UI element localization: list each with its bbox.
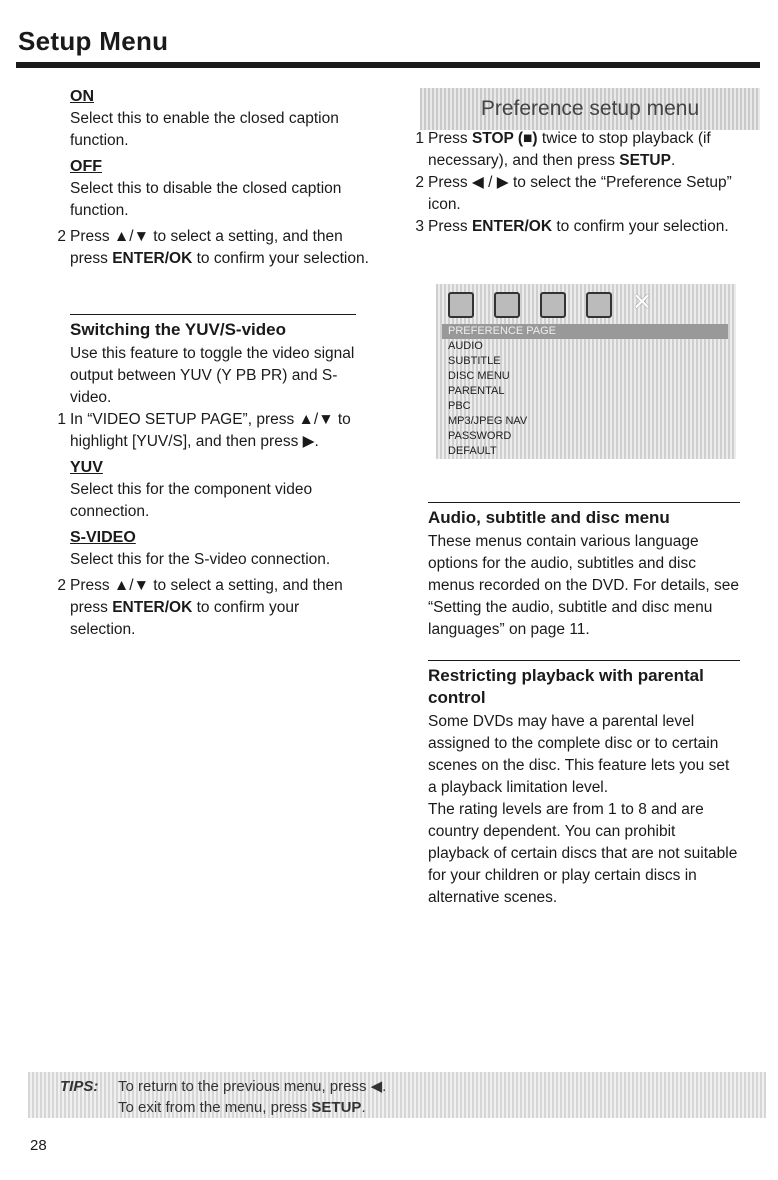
osd-menu-item: PASSWORD bbox=[448, 430, 512, 442]
left-column bbox=[57, 84, 370, 270]
step-text: Press STOP (■) twice to stop playback (if necessary), and then press SETUP. bbox=[428, 130, 711, 169]
osd-menu-list bbox=[442, 324, 728, 459]
option-yuv-label: YUV bbox=[70, 459, 103, 476]
audio-setup-icon bbox=[494, 292, 520, 318]
osd-menu-item: MP3/JPEG NAV bbox=[448, 415, 528, 427]
step-text: Press ▲/▼ to select a setting, and then press ENTER/OK to confirm your selection. bbox=[70, 577, 343, 638]
option-off-label: OFF bbox=[70, 158, 102, 175]
parental-section bbox=[428, 660, 740, 909]
option-on-text: Select this to enable the closed caption function. bbox=[70, 110, 339, 149]
osd-icon-bar bbox=[448, 289, 654, 318]
section-text: Some DVDs may have a parental level assigned to the complete disc or to certain scenes on the disc. This feature lets you set a playback limitation level. bbox=[428, 713, 730, 796]
step-number: 2 bbox=[57, 577, 66, 594]
step-number: 1 bbox=[57, 411, 66, 428]
section-heading: Restricting playback with parental control bbox=[428, 660, 740, 709]
preference-setup-icon bbox=[586, 292, 612, 318]
section-text: These menus contain various language options for the audio, subtitles and disc menus recorded on the DVD. For details, see “Setting the audio, subtitle and disc menu languages” on page 11. bbox=[428, 533, 740, 638]
step-number: 2 bbox=[415, 174, 424, 191]
step-text: Press ▲/▼ to select a setting, and then press ENTER/OK to confirm your selection. bbox=[70, 228, 369, 267]
general-setup-icon bbox=[448, 292, 474, 318]
osd-menu-item: PARENTAL bbox=[448, 385, 505, 397]
osd-menu-item: AUDIO bbox=[448, 340, 483, 352]
step-text: Press ◀ / ▶ to select the “Preference Setup” icon. bbox=[428, 174, 732, 213]
step-2 bbox=[415, 172, 738, 216]
osd-menu-item: PBC bbox=[448, 400, 471, 412]
option-svideo-label: S-VIDEO bbox=[70, 529, 136, 546]
osd-menu-header: PREFERENCE PAGE bbox=[442, 324, 728, 339]
step-1 bbox=[415, 128, 738, 172]
step-text: In “VIDEO SETUP PAGE”, press ▲/▼ to highlight [YUV/S], and then press ▶. bbox=[70, 411, 351, 450]
page-number: 28 bbox=[30, 1137, 47, 1154]
tips-label: TIPS: bbox=[60, 1078, 99, 1095]
tip-line: To return to the previous menu, press ◀. bbox=[118, 1078, 387, 1095]
step-number: 3 bbox=[415, 218, 424, 235]
section-heading: Audio, subtitle and disc menu bbox=[428, 502, 740, 529]
section-text: The rating levels are from 1 to 8 and are country dependent. You can prohibit playback of certain discs that are not suitable for your children or play certain discs in alternative scenes. bbox=[428, 801, 738, 906]
section-intro: Use this feature to toggle the video signal output between YUV (Y PB PR) and S-video. bbox=[70, 345, 355, 406]
step-2 bbox=[57, 226, 370, 270]
preference-banner: Preference setup menu bbox=[420, 88, 760, 130]
yuv-section bbox=[57, 314, 356, 641]
audio-subtitle-section bbox=[428, 502, 740, 641]
tips-box bbox=[28, 1072, 766, 1118]
step-3 bbox=[415, 216, 738, 238]
exit-icon: ✕ bbox=[632, 289, 653, 316]
step-text: Press ENTER/OK to confirm your selection. bbox=[428, 218, 729, 235]
osd-menu-item: DEFAULT bbox=[448, 445, 497, 457]
step-number: 2 bbox=[57, 228, 66, 245]
step-2 bbox=[57, 575, 356, 641]
osd-menu-item: SUBTITLE bbox=[448, 355, 501, 367]
osd-menu-item: DISC MENU bbox=[448, 370, 510, 382]
section-heading: Switching the YUV/S-video bbox=[70, 314, 356, 341]
page-title: Setup Menu bbox=[18, 26, 169, 56]
option-off-text: Select this to disable the closed caption function. bbox=[70, 180, 342, 219]
tip-line: To exit from the menu, press SETUP. bbox=[118, 1099, 366, 1116]
title-rule bbox=[16, 62, 760, 68]
preference-steps bbox=[415, 128, 738, 238]
step-number: 1 bbox=[415, 130, 424, 147]
step-1 bbox=[57, 409, 356, 453]
option-on-label: ON bbox=[70, 88, 94, 105]
video-setup-icon bbox=[540, 292, 566, 318]
option-svideo-text: Select this for the S-video connection. bbox=[70, 551, 331, 568]
preference-osd-screenshot bbox=[436, 284, 736, 459]
option-yuv-text: Select this for the component video connection. bbox=[70, 481, 313, 520]
